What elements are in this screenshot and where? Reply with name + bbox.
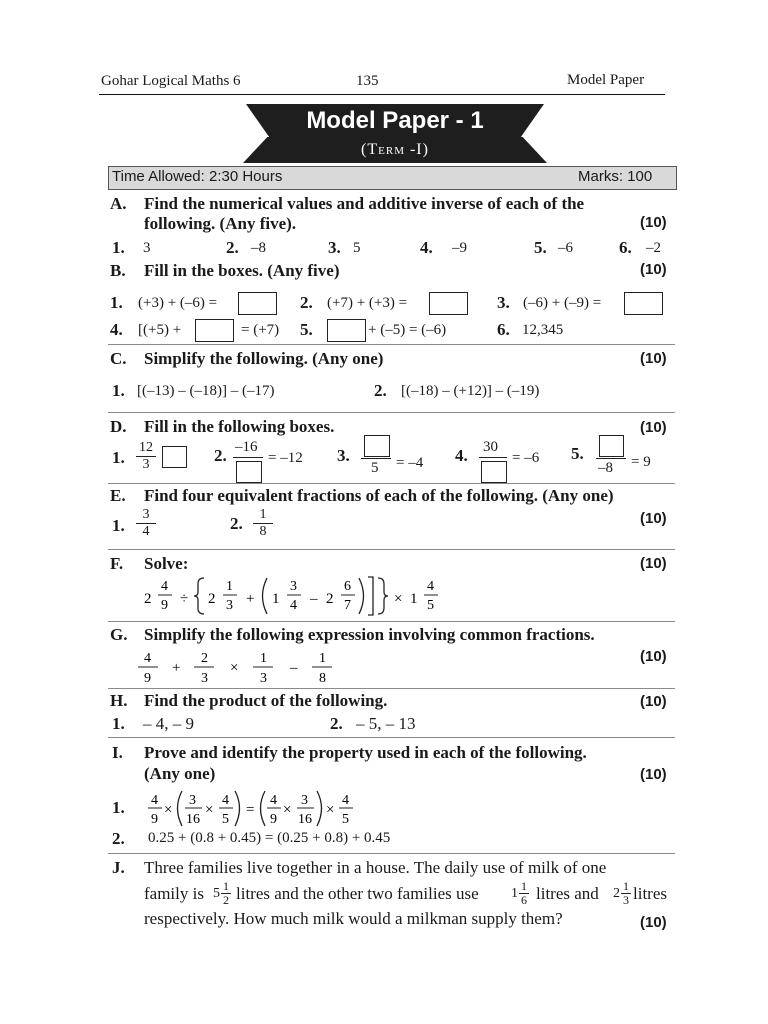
total-marks: Marks: 100 bbox=[578, 168, 653, 185]
d-item-2-numerator: –16 bbox=[235, 439, 258, 455]
i-b-num: 3 bbox=[189, 793, 196, 808]
i-equals: = bbox=[246, 802, 255, 818]
section-j-letter: J. bbox=[112, 858, 125, 877]
a-item-3-number: 3. bbox=[328, 238, 341, 257]
d-item-2-answer-box bbox=[236, 461, 262, 483]
i-item-2-number: 2. bbox=[112, 829, 125, 848]
f-num-4: 6 bbox=[344, 579, 351, 594]
f-num-3: 3 bbox=[290, 579, 297, 594]
section-a-marks: (10) bbox=[640, 214, 667, 231]
j-mixed-1-numerator: 1 bbox=[223, 879, 229, 893]
section-h-marks: (10) bbox=[640, 693, 667, 710]
section-c-marks: (10) bbox=[640, 350, 667, 367]
j-mixed-1-denominator: 2 bbox=[223, 893, 229, 907]
f-op-1: ÷ bbox=[180, 591, 189, 607]
section-h-letter: H. bbox=[110, 691, 128, 710]
b-item-5-answer-box bbox=[327, 319, 366, 342]
i-a-den: 9 bbox=[151, 812, 158, 827]
i-b2-den: 16 bbox=[298, 812, 312, 827]
section-c-instruction: Simplify the following. (Any one) bbox=[144, 349, 384, 368]
d-item-4-fraction-bar bbox=[479, 457, 507, 458]
section-f-letter: F. bbox=[110, 554, 124, 573]
e-item-1-fraction bbox=[136, 507, 156, 540]
e-item-2-numerator: 1 bbox=[259, 507, 267, 522]
g-num-1: 4 bbox=[144, 651, 151, 666]
b-item-3-expression: (–6) + (–9) = bbox=[523, 295, 602, 311]
b-item-1-answer-box bbox=[238, 292, 277, 315]
j-mixed-2-fraction bbox=[519, 880, 529, 907]
paper-title: Model Paper - 1 bbox=[306, 107, 484, 134]
j-line-3: respectively. How much milk would a milkman supply them? bbox=[144, 909, 563, 928]
b-item-1-expression: (+3) + (–6) = bbox=[138, 295, 218, 311]
f-num-5: 4 bbox=[427, 579, 434, 594]
time-allowed: Time Allowed: 2:30 Hours bbox=[112, 168, 283, 185]
i-a2-den: 9 bbox=[270, 812, 277, 827]
d-item-4-numerator: 30 bbox=[483, 439, 498, 455]
section-i-letter: I. bbox=[112, 743, 123, 762]
right-paren bbox=[235, 791, 240, 826]
a-item-4-number: 4. bbox=[420, 238, 433, 257]
g-den-1: 9 bbox=[144, 671, 151, 686]
section-d-letter: D. bbox=[110, 417, 127, 436]
left-brace bbox=[194, 578, 204, 614]
e-item-1-numerator: 3 bbox=[142, 507, 150, 522]
d-item-3-denominator: 5 bbox=[371, 460, 379, 476]
d-item-3-rhs: = –4 bbox=[396, 455, 424, 471]
section-g-instruction: Simplify the following expression involving common fractions. bbox=[144, 625, 595, 644]
j-mixed-2-numerator: 1 bbox=[521, 879, 527, 893]
divider-g-h bbox=[108, 688, 675, 689]
f-whole-1: 2 bbox=[144, 591, 152, 607]
section-f-marks: (10) bbox=[640, 555, 667, 572]
j-mixed-2-denominator: 6 bbox=[521, 893, 527, 907]
j-mixed-2-whole: 1 bbox=[511, 886, 518, 901]
f-whole-2: 2 bbox=[208, 591, 216, 607]
left-paren bbox=[178, 791, 183, 826]
paper-subtitle: (Term -I) bbox=[361, 141, 429, 158]
section-g-expression bbox=[132, 646, 342, 686]
divider-i-j bbox=[108, 853, 675, 854]
right-brace bbox=[378, 578, 388, 614]
e-item-2-fraction bbox=[253, 507, 273, 540]
divider-e-f bbox=[108, 549, 675, 550]
j-line-2-start: family is bbox=[144, 884, 204, 903]
section-b-marks: (10) bbox=[640, 261, 667, 278]
b-item-2-number: 2. bbox=[300, 293, 313, 312]
c-item-2-number: 2. bbox=[374, 381, 387, 400]
section-i-marks: (10) bbox=[640, 766, 667, 783]
j-line-2-middle: litres and the other two families use bbox=[236, 884, 479, 903]
d-item-5-fraction-bar bbox=[596, 458, 626, 459]
a-item-1-value: 3 bbox=[143, 240, 151, 256]
d-item-5-number: 5. bbox=[571, 444, 584, 463]
section-c-letter: C. bbox=[110, 349, 127, 368]
h-item-1-values: – 4, – 9 bbox=[143, 714, 194, 733]
section-e-letter: E. bbox=[110, 486, 126, 505]
d-item-2-number: 2. bbox=[214, 446, 227, 465]
d-item-2-rhs: = –12 bbox=[268, 450, 303, 466]
e-item-1-number: 1. bbox=[112, 516, 125, 535]
i-times-1: × bbox=[164, 802, 173, 818]
section-g-marks: (10) bbox=[640, 648, 667, 665]
section-b-instruction: Fill in the boxes. (Any five) bbox=[144, 261, 340, 280]
g-den-3: 3 bbox=[260, 671, 267, 686]
f-num-1: 4 bbox=[161, 579, 168, 594]
g-op-2: × bbox=[230, 660, 239, 676]
f-den-5: 5 bbox=[427, 598, 434, 613]
section-g-letter: G. bbox=[110, 625, 128, 644]
right-paren bbox=[359, 578, 364, 614]
f-whole-3: 1 bbox=[272, 591, 280, 607]
b-item-6-value: 12,345 bbox=[522, 322, 564, 338]
divider-b-c bbox=[108, 344, 675, 345]
section-a-instruction-1: Find the numerical values and additive inverse of each of the bbox=[144, 194, 585, 213]
a-item-6-value: –2 bbox=[646, 240, 661, 256]
section-j-marks: (10) bbox=[640, 914, 667, 931]
f-whole-5: 1 bbox=[410, 591, 418, 607]
j-mixed-3-whole: 2 bbox=[613, 886, 620, 901]
f-den-2: 3 bbox=[226, 598, 233, 613]
a-item-6-number: 6. bbox=[619, 238, 632, 257]
page-number: 135 bbox=[356, 73, 379, 89]
i-c-den: 5 bbox=[222, 812, 229, 827]
i-a-num: 4 bbox=[151, 793, 158, 808]
h-item-1-number: 1. bbox=[112, 714, 125, 733]
section-a-instruction-2: following. (Any five). bbox=[144, 214, 297, 233]
g-den-2: 3 bbox=[201, 671, 208, 686]
b-item-3-number: 3. bbox=[497, 293, 510, 312]
d-item-2-fraction-bar bbox=[233, 457, 263, 458]
f-den-1: 9 bbox=[161, 598, 168, 613]
header-right: Model Paper bbox=[567, 72, 645, 88]
g-num-3: 1 bbox=[260, 651, 267, 666]
j-mixed-1-whole: 5 bbox=[213, 886, 220, 901]
i-times-4: × bbox=[326, 802, 335, 818]
b-item-4-expression-right: = (+7) bbox=[241, 322, 280, 338]
b-item-4-answer-box bbox=[195, 319, 234, 342]
j-mixed-3-fraction bbox=[621, 880, 631, 907]
section-h-instruction: Find the product of the following. bbox=[144, 691, 388, 710]
f-den-4: 7 bbox=[344, 598, 351, 613]
divider-c-d bbox=[108, 412, 675, 413]
d-item-3-answer-box bbox=[364, 435, 390, 457]
d-item-3-fraction-bar bbox=[361, 458, 391, 459]
divider-h-i bbox=[108, 737, 675, 738]
i-times-2: × bbox=[205, 802, 214, 818]
f-op-2: + bbox=[246, 591, 255, 607]
a-item-5-number: 5. bbox=[534, 238, 547, 257]
e-item-1-denominator: 4 bbox=[142, 524, 150, 539]
d-item-3-number: 3. bbox=[337, 446, 350, 465]
left-paren bbox=[263, 578, 268, 614]
right-paren bbox=[317, 791, 322, 826]
d-item-1-number: 1. bbox=[112, 448, 125, 467]
a-item-5-value: –6 bbox=[558, 240, 573, 256]
section-f-expression bbox=[138, 574, 448, 620]
d-item-5-answer-box bbox=[599, 435, 624, 457]
d-item-5-rhs: = 9 bbox=[631, 454, 651, 470]
divider-f-g bbox=[108, 621, 675, 622]
f-num-2: 1 bbox=[226, 579, 233, 594]
section-f-instruction: Solve: bbox=[144, 554, 189, 573]
d-item-4-rhs: = –6 bbox=[512, 450, 540, 466]
c-item-2-expression: [(–18) – (+12)] – (–19) bbox=[401, 383, 540, 399]
f-op-3: – bbox=[310, 591, 318, 607]
c-item-1-number: 1. bbox=[112, 381, 125, 400]
section-d-instruction: Fill in the following boxes. bbox=[144, 417, 335, 436]
d-item-5-denominator: –8 bbox=[598, 460, 613, 476]
a-item-2-value: –8 bbox=[251, 240, 266, 256]
e-item-2-denominator: 8 bbox=[259, 524, 267, 539]
header-rule bbox=[99, 94, 665, 95]
section-e-instruction: Find four equivalent fractions of each of the following. (Any one) bbox=[144, 486, 614, 505]
b-item-2-expression: (+7) + (+3) = bbox=[327, 295, 408, 311]
section-b-letter: B. bbox=[110, 261, 126, 280]
a-item-3-value: 5 bbox=[353, 240, 361, 256]
d-item-1-denominator: 3 bbox=[142, 457, 150, 472]
i-times-3: × bbox=[283, 802, 292, 818]
g-num-4: 1 bbox=[319, 651, 326, 666]
i-c2-den: 5 bbox=[342, 812, 349, 827]
i-a2-num: 4 bbox=[270, 793, 277, 808]
b-item-5-expression: + (–5) = (–6) bbox=[368, 322, 447, 338]
i-item-2-expression: 0.25 + (0.8 + 0.45) = (0.25 + 0.8) + 0.45 bbox=[148, 830, 391, 846]
d-item-4-answer-box bbox=[481, 461, 507, 483]
b-item-2-answer-box bbox=[429, 292, 468, 315]
divider-d-e bbox=[108, 483, 675, 484]
book-title: Gohar Logical Maths 6 bbox=[101, 73, 241, 89]
section-d-marks: (10) bbox=[640, 419, 667, 436]
f-whole-4: 2 bbox=[326, 591, 334, 607]
i-b2-num: 3 bbox=[301, 793, 308, 808]
b-item-4-number: 4. bbox=[110, 320, 123, 339]
d-item-1-fraction bbox=[136, 440, 156, 473]
i-b-den: 16 bbox=[186, 812, 200, 827]
j-mixed-1-fraction bbox=[221, 880, 231, 907]
g-op-3: – bbox=[290, 660, 298, 676]
right-bracket bbox=[368, 577, 373, 615]
h-item-2-values: – 5, – 13 bbox=[356, 714, 416, 733]
j-mixed-3-denominator: 3 bbox=[623, 893, 629, 907]
i-c2-num: 4 bbox=[342, 793, 349, 808]
b-item-5-number: 5. bbox=[300, 320, 313, 339]
a-item-2-number: 2. bbox=[226, 238, 239, 257]
b-item-4-expression-left: [(+5) + bbox=[138, 322, 182, 338]
i-item-1-number: 1. bbox=[112, 798, 125, 817]
d-item-4-number: 4. bbox=[455, 446, 468, 465]
section-i-instruction-2: (Any one) bbox=[144, 764, 216, 783]
f-den-3: 4 bbox=[290, 598, 297, 613]
g-den-4: 8 bbox=[319, 671, 326, 686]
e-item-2-number: 2. bbox=[230, 514, 243, 533]
j-mixed-3-numerator: 1 bbox=[623, 879, 629, 893]
d-item-1-numerator: 12 bbox=[139, 440, 153, 455]
i-item-1-expression bbox=[144, 786, 354, 830]
g-num-2: 2 bbox=[201, 651, 208, 666]
d-item-1-answer-box bbox=[162, 446, 187, 468]
b-item-3-answer-box bbox=[624, 292, 663, 315]
j-line-2-and: litres and bbox=[536, 884, 599, 903]
j-line-2-end: litres bbox=[633, 884, 667, 903]
i-c-num: 4 bbox=[222, 793, 229, 808]
g-op-1: + bbox=[172, 660, 181, 676]
a-item-1-number: 1. bbox=[112, 238, 125, 257]
b-item-1-number: 1. bbox=[110, 293, 123, 312]
left-paren bbox=[261, 791, 266, 826]
f-op-4: × bbox=[394, 591, 403, 607]
section-e-marks: (10) bbox=[640, 510, 667, 527]
b-item-6-number: 6. bbox=[497, 320, 510, 339]
c-item-1-expression: [(–13) – (–18)] – (–17) bbox=[137, 383, 275, 399]
a-item-4-value: –9 bbox=[452, 240, 467, 256]
h-item-2-number: 2. bbox=[330, 714, 343, 733]
section-a-letter: A. bbox=[110, 194, 127, 213]
section-i-instruction-1: Prove and identify the property used in each of the following. bbox=[144, 743, 587, 762]
j-line-1: Three families live together in a house. The daily use of milk of one bbox=[144, 858, 607, 877]
